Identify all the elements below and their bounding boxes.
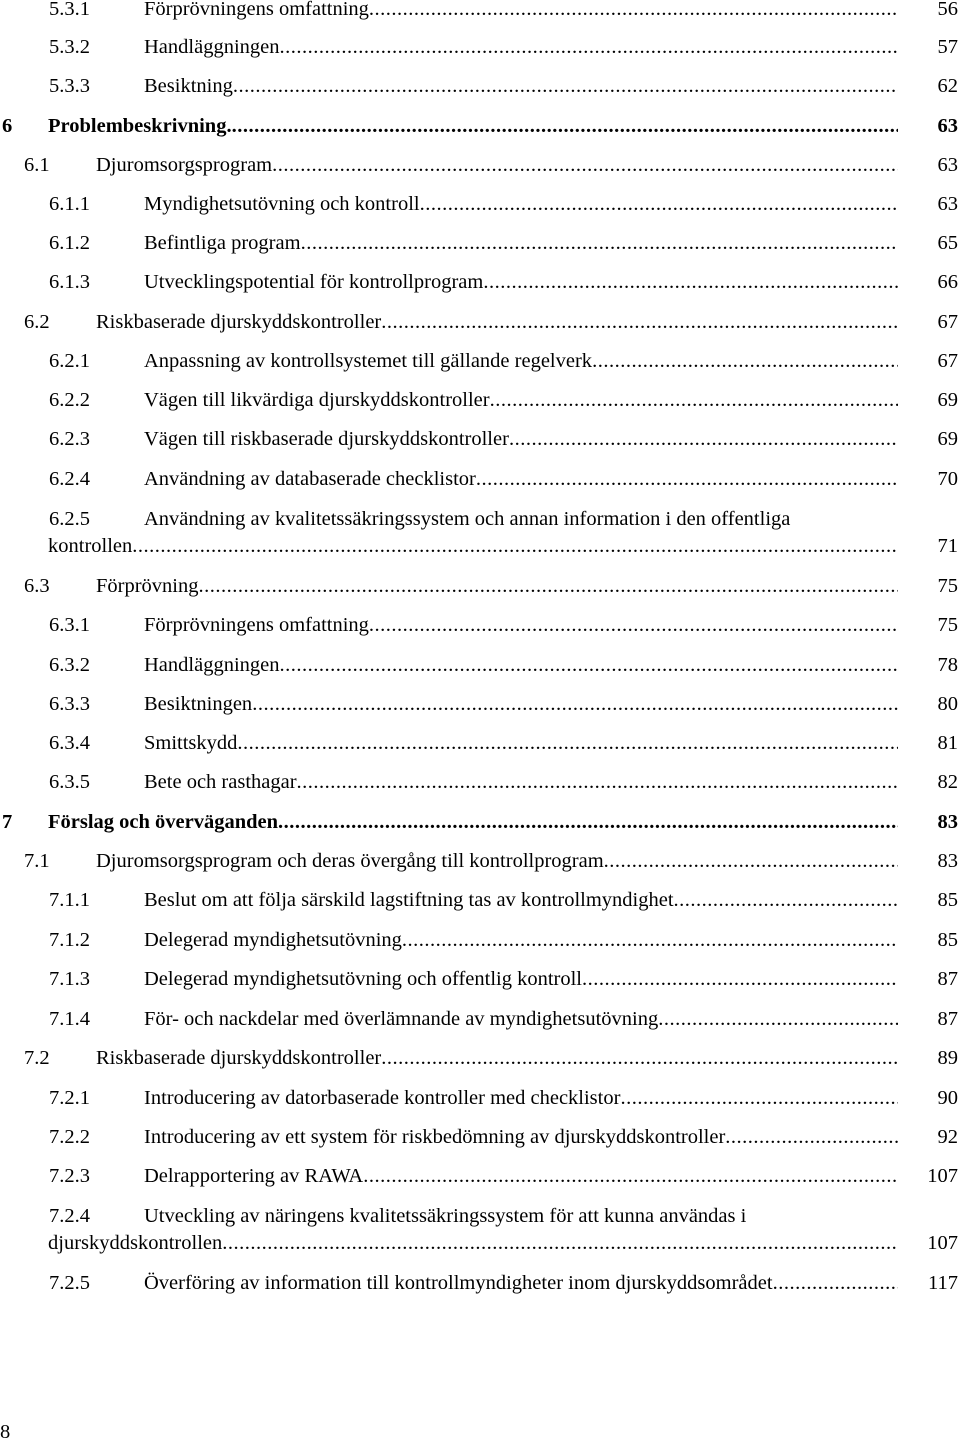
toc-entry-title: Användning av databaserade checklistor bbox=[144, 468, 476, 490]
toc-entry-number: 6.1.3 bbox=[49, 271, 90, 293]
toc-entry-page: 85 bbox=[937, 929, 958, 951]
toc-entry-title: Utvecklingspotential för kontrollprogram bbox=[144, 271, 484, 293]
toc-entry-title: Riskbaserade djurskyddskontroller bbox=[96, 1047, 382, 1069]
toc-entry-title: Bete och rasthagar bbox=[144, 771, 297, 793]
toc-entry-number: 6.3 bbox=[24, 575, 50, 597]
toc-entry-page: 85 bbox=[937, 889, 958, 911]
toc-entry[interactable] bbox=[0, 426, 960, 453]
toc-entry-title: Förprövningens omfattning bbox=[144, 614, 369, 636]
toc-entry-number: 7.2.5 bbox=[49, 1272, 90, 1294]
dot-leader bbox=[476, 466, 898, 492]
toc-entry-page: 56 bbox=[937, 0, 958, 20]
toc-entry[interactable] bbox=[0, 113, 960, 140]
toc-entry[interactable] bbox=[0, 809, 960, 836]
toc-entry[interactable] bbox=[0, 887, 960, 914]
toc-entry-title: Djuromsorgsprogram och deras övergång till kontrollprogram bbox=[96, 850, 604, 872]
toc-entry[interactable] bbox=[0, 612, 960, 639]
toc-entry-page: 89 bbox=[937, 1047, 958, 1069]
dot-leader bbox=[280, 34, 899, 60]
toc-entry-page: 83 bbox=[937, 850, 958, 872]
dot-leader bbox=[509, 426, 898, 452]
toc-entry[interactable] bbox=[0, 191, 960, 218]
toc-entry-number: 7.2.2 bbox=[49, 1126, 90, 1148]
toc-entry-page: 70 bbox=[937, 468, 958, 490]
toc-entry-number: 7.2.1 bbox=[49, 1087, 90, 1109]
toc-entry-page: 107 bbox=[927, 1165, 958, 1187]
toc-entry-number: 5.3.2 bbox=[49, 36, 90, 58]
toc-entry[interactable] bbox=[0, 0, 960, 23]
dot-leader bbox=[272, 152, 898, 178]
toc-entry[interactable] bbox=[0, 1006, 960, 1033]
toc-entry[interactable] bbox=[0, 387, 960, 414]
dot-leader bbox=[658, 1006, 898, 1032]
dot-leader bbox=[252, 691, 898, 717]
toc-entry-page: 67 bbox=[937, 350, 958, 372]
toc-entry[interactable] bbox=[0, 1085, 960, 1112]
dot-leader bbox=[620, 1085, 898, 1111]
toc-entry[interactable] bbox=[0, 652, 960, 679]
toc-entry-title: Användning av kvalitetssäkringssystem och annan information i den offentliga bbox=[144, 508, 791, 530]
toc-entry-title: Handläggningen bbox=[144, 654, 280, 676]
toc-entry-title: Förprövningens omfattning bbox=[144, 0, 369, 20]
dot-leader bbox=[402, 927, 898, 953]
toc-entry-title: Introducering av datorbaserade kontroller med checklistor bbox=[144, 1087, 621, 1109]
toc-entry[interactable] bbox=[0, 1203, 960, 1257]
dot-leader bbox=[278, 809, 898, 835]
page-number: 8 bbox=[0, 1421, 11, 1443]
toc-entry-page: 87 bbox=[937, 968, 958, 990]
toc-entry-number: 7.1.1 bbox=[49, 889, 90, 911]
toc-entry-number: 6.2.3 bbox=[49, 428, 90, 450]
toc-entry-title: Utveckling av näringens kvalitetssäkringssystem för att kunna användas i bbox=[144, 1205, 747, 1227]
dot-leader bbox=[381, 309, 898, 335]
dot-leader bbox=[674, 887, 898, 913]
dot-leader bbox=[132, 533, 898, 559]
toc-entry[interactable] bbox=[0, 73, 960, 100]
toc-entry-page: 80 bbox=[937, 693, 958, 715]
toc-entry-page: 117 bbox=[928, 1272, 958, 1294]
dot-leader bbox=[773, 1270, 898, 1296]
toc-entry-title: Befintliga program bbox=[144, 232, 301, 254]
dot-leader bbox=[369, 0, 898, 22]
toc-entry-number: 5.3.3 bbox=[49, 75, 90, 97]
toc-entry-title: Handläggningen bbox=[144, 36, 280, 58]
toc-entry-number: 7.2 bbox=[24, 1047, 50, 1069]
toc-entry-page: 57 bbox=[937, 36, 958, 58]
toc-entry-number: 6.2 bbox=[24, 311, 50, 333]
toc-entry-title: Beslut om att följa särskild lagstiftning tas av kontrollmyndighet bbox=[144, 889, 674, 911]
toc-entry-title: Besiktning bbox=[144, 75, 233, 97]
toc-entry-number: 6.1.2 bbox=[49, 232, 90, 254]
toc-entry[interactable] bbox=[0, 573, 960, 600]
toc-entry-title: Vägen till likvärdiga djurskyddskontroller bbox=[144, 389, 490, 411]
dot-leader bbox=[199, 573, 899, 599]
dot-leader bbox=[301, 230, 898, 256]
toc-entry[interactable] bbox=[0, 1124, 960, 1151]
dot-leader bbox=[280, 652, 899, 678]
dot-leader bbox=[604, 848, 898, 874]
toc-entry-number: 6.3.5 bbox=[49, 771, 90, 793]
dot-leader bbox=[483, 269, 898, 295]
toc-entry-page: 69 bbox=[937, 428, 958, 450]
toc-entry-number: 6.2.1 bbox=[49, 350, 90, 372]
toc-entry-title: Vägen till riskbaserade djurskyddskontroller bbox=[144, 428, 509, 450]
toc-entry-page: 75 bbox=[937, 614, 958, 636]
toc-entry-title-continuation: djurskyddskontrollen bbox=[48, 1232, 223, 1254]
dot-leader bbox=[420, 191, 898, 217]
toc-entry-number: 6.2.5 bbox=[49, 508, 90, 530]
toc-entry[interactable] bbox=[0, 230, 960, 257]
toc-entry-number: 7.2.3 bbox=[49, 1165, 90, 1187]
dot-leader bbox=[369, 612, 898, 638]
toc-entry-page: 71 bbox=[937, 535, 958, 557]
toc-entry-number: 6.1 bbox=[24, 154, 50, 176]
dot-leader bbox=[592, 348, 898, 374]
toc-entry-number: 7.1 bbox=[24, 850, 50, 872]
toc-entry-page: 107 bbox=[927, 1232, 958, 1254]
toc-entry[interactable] bbox=[0, 1163, 960, 1190]
toc-entry[interactable] bbox=[0, 1045, 960, 1072]
toc-entry-page: 82 bbox=[937, 771, 958, 793]
dot-leader bbox=[297, 769, 898, 795]
toc-entry-page: 78 bbox=[937, 654, 958, 676]
toc-entry-number: 6.3.4 bbox=[49, 732, 90, 754]
toc-entry-title: Delegerad myndighetsutövning bbox=[144, 929, 402, 951]
toc-entry[interactable] bbox=[0, 848, 960, 875]
toc-entry-title: Smittskydd bbox=[144, 732, 238, 754]
toc-entry-page: 63 bbox=[937, 154, 958, 176]
toc-entry[interactable] bbox=[0, 269, 960, 296]
toc-entry-title: Förslag och överväganden bbox=[48, 811, 279, 833]
toc-entry[interactable] bbox=[0, 730, 960, 757]
toc-entry-number: 7.1.2 bbox=[49, 929, 90, 951]
toc-entry-title: Problembeskrivning. bbox=[48, 115, 232, 137]
toc-entry-title: Överföring av information till kontrollmyndigheter inom djurskyddsområdet bbox=[144, 1272, 773, 1294]
toc-entry-number: 7.2.4 bbox=[49, 1205, 90, 1227]
dot-leader bbox=[490, 387, 898, 413]
dot-leader bbox=[233, 73, 898, 99]
toc-entry-title: Delegerad myndighetsutövning och offentlig kontroll bbox=[144, 968, 583, 990]
toc-entry[interactable] bbox=[0, 691, 960, 718]
toc-entry[interactable] bbox=[0, 769, 960, 796]
toc-entry-title-continuation: kontrollen bbox=[48, 535, 133, 557]
toc-entry[interactable] bbox=[0, 506, 960, 560]
toc-entry-page: 63 bbox=[937, 193, 958, 215]
toc-entry-title: För- och nackdelar med överlämnande av myndighetsutövning bbox=[144, 1008, 659, 1030]
dot-leader bbox=[232, 113, 898, 139]
toc-entry-page: 75 bbox=[937, 575, 958, 597]
toc-entry[interactable] bbox=[0, 348, 960, 375]
toc-entry[interactable] bbox=[0, 927, 960, 954]
toc-entry[interactable] bbox=[0, 309, 960, 336]
dot-leader bbox=[381, 1045, 898, 1071]
toc-entry[interactable] bbox=[0, 466, 960, 493]
toc-entry-page: 69 bbox=[937, 389, 958, 411]
dot-leader bbox=[237, 730, 898, 756]
toc-entry-title: Delrapportering av RAWA bbox=[144, 1165, 364, 1187]
toc-entry-page: 87 bbox=[937, 1008, 958, 1030]
dot-leader bbox=[222, 1230, 898, 1256]
dot-leader bbox=[725, 1124, 898, 1150]
toc-entry-number: 7.1.4 bbox=[49, 1008, 90, 1030]
toc-entry-title: Djuromsorgsprogram bbox=[96, 154, 273, 176]
toc-entry-page: 63 bbox=[937, 115, 958, 137]
toc-entry-page: 62 bbox=[937, 75, 958, 97]
toc-entry-number: 6.1.1 bbox=[49, 193, 90, 215]
toc-entry-number: 7 bbox=[2, 811, 13, 833]
toc-entry-number: 6.2.4 bbox=[49, 468, 90, 490]
toc-entry-number: 6.3.3 bbox=[49, 693, 90, 715]
toc-entry-page: 92 bbox=[937, 1126, 958, 1148]
toc-entry[interactable] bbox=[0, 1270, 960, 1297]
toc-entry-page: 90 bbox=[937, 1087, 958, 1109]
dot-leader bbox=[363, 1163, 898, 1189]
toc-entry-number: 6.2.2 bbox=[49, 389, 90, 411]
toc-entry-page: 65 bbox=[937, 232, 958, 254]
toc-entry-title: Riskbaserade djurskyddskontroller bbox=[96, 311, 382, 333]
toc-entry-number: 6.3.1 bbox=[49, 614, 90, 636]
toc-entry-title: Anpassning av kontrollsystemet till gällande regelverk bbox=[144, 350, 593, 372]
toc-entry-title: Förprövning bbox=[96, 575, 199, 597]
toc-entry-page: 67 bbox=[937, 311, 958, 333]
toc-entry-title: Besiktningen bbox=[144, 693, 253, 715]
toc-entry-page: 81 bbox=[937, 732, 958, 754]
toc-entry[interactable] bbox=[0, 34, 960, 61]
toc-entry-title: Myndighetsutövning och kontroll bbox=[144, 193, 420, 215]
toc-entry-title: Introducering av ett system för riskbedömning av djurskyddskontroller bbox=[144, 1126, 726, 1148]
toc-entry-number: 5.3.1 bbox=[49, 0, 90, 20]
toc-entry[interactable] bbox=[0, 152, 960, 179]
toc-entry-number: 7.1.3 bbox=[49, 968, 90, 990]
toc-entry[interactable] bbox=[0, 966, 960, 993]
toc-entry-number: 6 bbox=[2, 115, 13, 137]
toc-entry-number: 6.3.2 bbox=[49, 654, 90, 676]
toc-entry-page: 66 bbox=[937, 271, 958, 293]
dot-leader bbox=[582, 966, 898, 992]
toc-entry-page: 83 bbox=[937, 811, 958, 833]
